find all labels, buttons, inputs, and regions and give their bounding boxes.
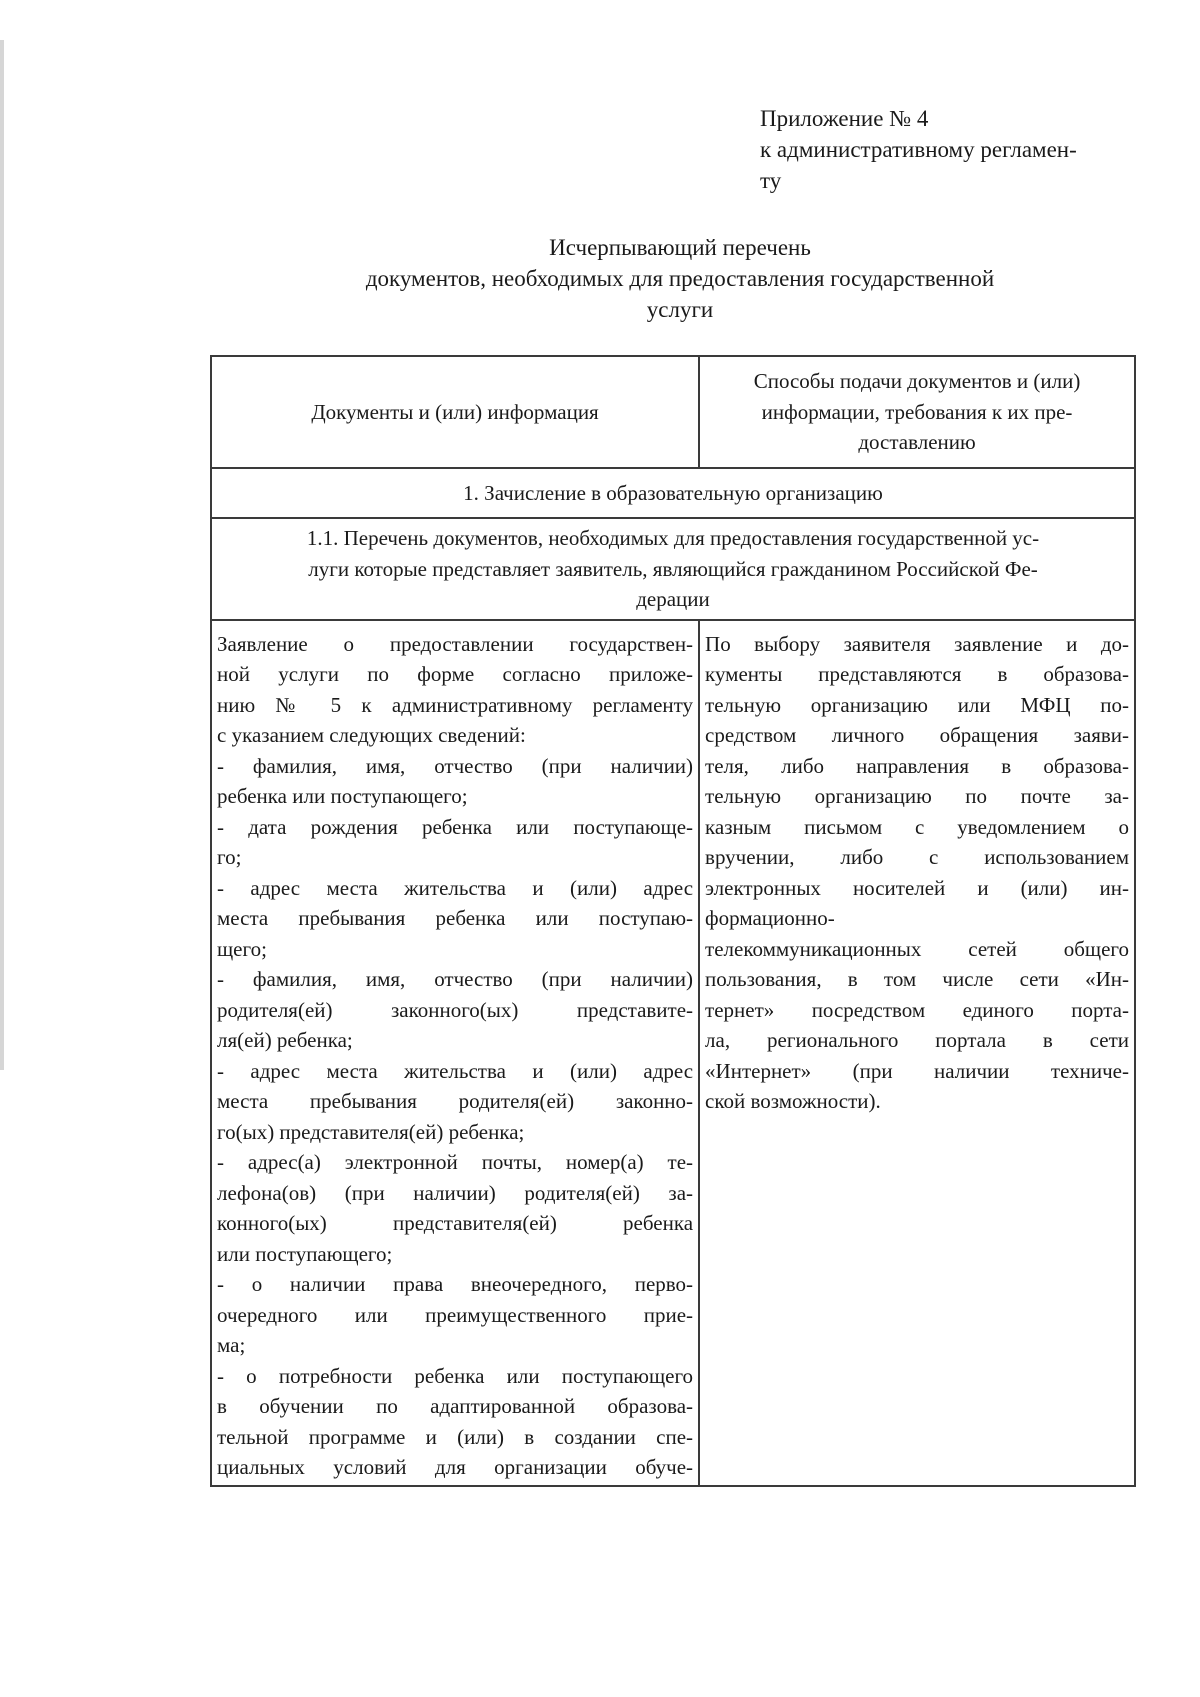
documents-line: ма; xyxy=(217,1333,246,1357)
table-header-row xyxy=(211,356,1135,468)
documents-line: щего; xyxy=(217,936,267,961)
documents-line: лефона(ов) (при наличии) родителя(ей) за- xyxy=(217,1180,694,1205)
documents-line: - фамилия, имя, отчество (при наличии) xyxy=(217,967,694,991)
title-line: услуги xyxy=(646,297,714,322)
documents-line: - адрес места жительства и (или) адрес xyxy=(217,875,694,900)
methods-line: вручении, либо с использованием xyxy=(705,845,1129,869)
documents-line: тельной программе и (или) в создании спе- xyxy=(217,1424,694,1449)
documents-line: нию № 5 к административному регламенту xyxy=(217,692,694,717)
documents-line: - адрес(а) электронной почты, номер(а) те- xyxy=(217,1150,694,1174)
methods-line: «Интернет» (при наличии техниче- xyxy=(705,1058,1129,1083)
documents-line: очередного или преимущественного прие- xyxy=(217,1302,694,1327)
documents-line: Заявление о предоставлении государствен- xyxy=(217,631,694,656)
documents-line: - дата рождения ребенка или поступающе- xyxy=(217,814,694,839)
documents-line: или поступающего; xyxy=(217,1241,393,1266)
methods-line: тельную организацию или МФЦ по- xyxy=(705,692,1129,717)
scan-edge-shadow xyxy=(0,40,4,1070)
title-line: Исчерпывающий перечень xyxy=(549,235,811,260)
header-methods xyxy=(699,356,1135,468)
methods-line: телекоммуникационных сетей общего xyxy=(705,936,1129,961)
documents-line: - фамилия, имя, отчество (при наличии) xyxy=(217,753,694,778)
documents-line: места пребывания родителя(ей) законно- xyxy=(217,1089,694,1113)
methods-cell xyxy=(699,620,1135,1486)
documents-line: ной услуги по форме согласно приложе- xyxy=(217,662,694,686)
header-methods-line: доставлению xyxy=(858,430,976,455)
methods-line: тернет» посредством единого порта- xyxy=(705,997,1129,1022)
methods-line: пользования, в том числе сети «Ин- xyxy=(705,967,1129,991)
documents-cell xyxy=(211,620,699,1486)
documents-line: ребенка или поступающего; xyxy=(217,784,468,808)
documents-line: го; xyxy=(217,845,242,869)
table-row xyxy=(211,620,1135,1486)
methods-line: казным письмом с уведомлением о xyxy=(705,814,1129,839)
methods-line: тельную организацию по почте за- xyxy=(705,784,1129,808)
subsection-line: 1.1. Перечень документов, необходимых для предоставления государственной ус- xyxy=(306,526,1040,550)
documents-line: го(ых) представителя(ей) ребенка; xyxy=(217,1119,525,1144)
header-methods-line: информации, требования к их пре- xyxy=(761,399,1073,424)
documents-line: - о потребности ребенка или поступающего xyxy=(217,1363,694,1388)
documents-line: с указанием следующих сведений: xyxy=(217,723,526,747)
appendix-line: ту xyxy=(760,168,782,193)
appendix-note xyxy=(760,103,1140,196)
methods-line: электронных носителей и (или) ин- xyxy=(705,875,1129,900)
header-methods-line: Способы подачи документов и (или) xyxy=(753,369,1081,394)
methods-line: По выбору заявителя заявление и до- xyxy=(705,631,1129,656)
documents-line: места пребывания ребенка или поступаю- xyxy=(217,906,694,930)
documents-line: - о наличии права внеочередного, перво- xyxy=(217,1272,694,1296)
documents-line: циальных условий для организации обуче- xyxy=(217,1455,694,1479)
documents-line: - адрес места жительства и (или) адрес xyxy=(217,1058,694,1083)
documents-line: ля(ей) ребенка; xyxy=(217,1028,353,1052)
subsection-line: дерации xyxy=(636,587,710,611)
header-documents xyxy=(211,356,699,468)
section-heading: 1. Зачисление в образовательную организацию xyxy=(211,468,1135,518)
appendix-line: Приложение № 4 xyxy=(760,106,929,131)
methods-line: теля, либо направления в образова- xyxy=(705,753,1129,778)
methods-line: ла, регионального портала в сети xyxy=(705,1028,1129,1052)
subsection-line: луги которые представляет заявитель, являющийся гражданином Российской Фе- xyxy=(308,556,1038,581)
documents-table xyxy=(210,355,1136,1487)
methods-line: формационно- xyxy=(705,906,835,930)
documents-line: в обучении по адаптированной образова- xyxy=(217,1394,694,1418)
header-documents-label: Документы и (или) информация xyxy=(311,399,599,424)
document-title xyxy=(210,232,1150,325)
title-line: документов, необходимых для предоставления государственной xyxy=(365,266,995,291)
section-row xyxy=(211,468,1135,518)
subsection-heading xyxy=(211,518,1135,620)
methods-line: кументы представляются в образова- xyxy=(705,662,1129,686)
documents-line: конного(ых) представителя(ей) ребенка xyxy=(217,1211,694,1235)
appendix-line: к административному регламен- xyxy=(760,137,1077,162)
documents-line: родителя(ей) законного(ых) представите- xyxy=(217,997,694,1022)
methods-line: ской возможности). xyxy=(705,1089,881,1113)
subsection-row xyxy=(211,518,1135,620)
methods-line: средством личного обращения заяви- xyxy=(705,723,1129,747)
